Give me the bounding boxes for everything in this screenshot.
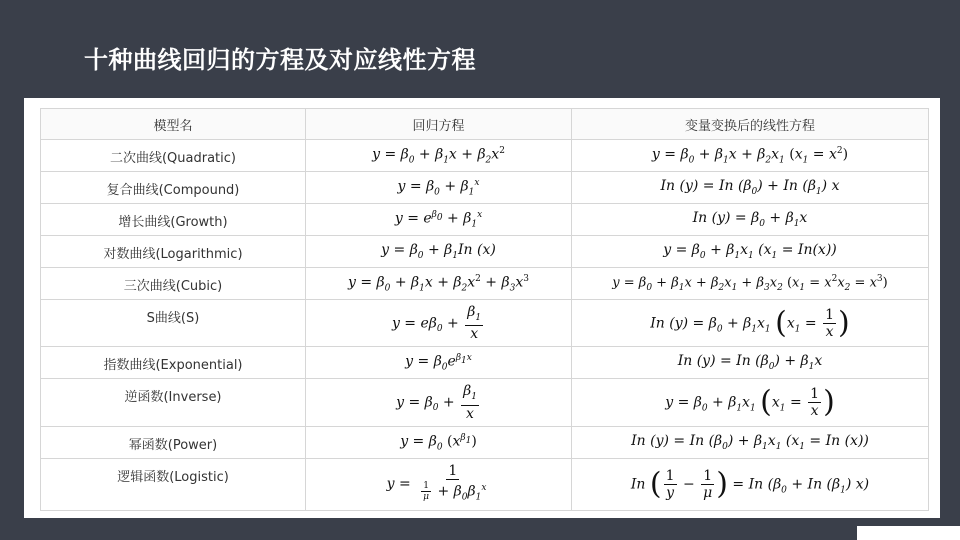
linear-equation: In (y) = In $(\beta_0) + In$ $(\beta_1)$ x [572,172,929,204]
regression-equation: $y = \beta_0 + \beta_1^x$ [306,172,572,204]
table-row [41,300,929,347]
linear-equation: In ( $\frac{1}{y}$ − $\frac{1}{\mu}$ ) = In ($\beta_0 + In$ $(\beta_1)$ x) [572,459,929,511]
regression-equation: $y = \beta_0$ + $\frac{\beta_1}{x}$ [306,379,572,427]
table-row [41,459,929,511]
regression-equation: $y = \beta_0 + \beta_1x + \beta_2x^2$ [306,140,572,172]
linear-equation: In (y) = In $(\beta_0) + \beta_1x$ [572,347,929,379]
regression-equation: y = 1 $\frac{1}{\mu}$ + $\beta_0\beta_1^x$ [306,459,572,511]
table-row [41,172,929,204]
model-name: 逻辑函数(Logistic) [41,459,306,511]
model-name: 二次曲线(Quadratic) [41,140,306,172]
linear-equation: In $(y) = \beta_0 + \beta_1x_1$ ($x_1$ = $\frac{1}{x}$ ) [572,300,929,347]
regression-equation: $y = \beta_0 + \beta_1x + \beta_2x^2 + \beta_3x^3$ [306,268,572,300]
table-row [41,236,929,268]
linear-equation: $y = \beta_0 + \beta_1x_1$ ($x_1$ = $\frac{1}{x}$ ) [572,379,929,427]
table-row [41,140,929,172]
header-regression-equation: 回归方程 [306,109,572,140]
header-linear-equation: 变量变换后的线性方程 [572,109,929,140]
model-name: 增长曲线(Growth) [41,204,306,236]
slide-title: 十种曲线回归的方程及对应线性方程 [84,46,476,74]
table-row [41,268,929,300]
table-row [41,347,929,379]
regression-equation: $y = \beta_0e^{\beta_1x}$ [306,347,572,379]
model-name: 对数曲线(Logarithmic) [41,236,306,268]
footer-bar [857,526,960,540]
linear-equation: $y = \beta_0 + \beta_1x + \beta_2x_1 + \beta_3x_2$ $(x_1 = x^2x_2 = x^3)$ [572,268,929,300]
regression-equation: $y = \beta_0$ $(x^{\beta_1})$ [306,427,572,459]
linear-equation: In $(y) = \beta_0 + \beta_1x$ [572,204,929,236]
regression-table [40,108,929,511]
model-name: 复合曲线(Compound) [41,172,306,204]
model-name: 幂函数(Power) [41,427,306,459]
regression-equation: $y = e\beta_0$ + $\frac{\beta_1}{x}$ [306,300,572,347]
table-row [41,427,929,459]
linear-equation: $y = \beta_0 + \beta_1x_1$ $(x_1 = In(x))$ [572,236,929,268]
table-row [41,204,929,236]
model-name: 指数曲线(Exponential) [41,347,306,379]
table-header-row [41,109,929,140]
table-row [41,379,929,427]
header-model-name: 模型名 [41,109,306,140]
model-name: S曲线(S) [41,300,306,347]
linear-equation: $y = \beta_0 + \beta_1x + \beta_2x_1$ $(x_1 = x^2)$ [572,140,929,172]
model-name: 逆函数(Inverse) [41,379,306,427]
linear-equation: In (y) = In $(\beta_0) + \beta_1x_1$ ($x_1 = In$ (x)) [572,427,929,459]
model-name: 三次曲线(Cubic) [41,268,306,300]
regression-equation: $y = \beta_0 + \beta_1In$ (x) [306,236,572,268]
table-panel [24,98,940,518]
regression-equation: $y = e^{\beta_0} + \beta_1^x$ [306,204,572,236]
